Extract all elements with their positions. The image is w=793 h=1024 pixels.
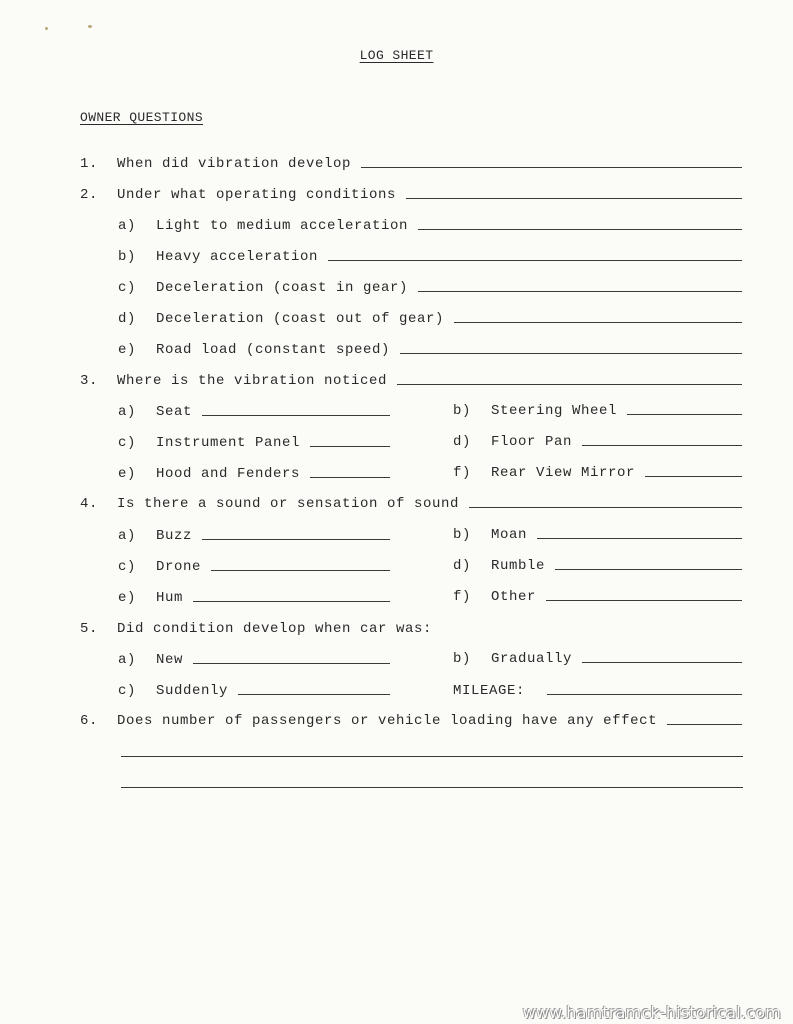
answer-line[interactable] [406,198,742,199]
option-letter: f) [453,589,472,605]
option-text: Drone [156,559,202,575]
answer-line[interactable] [202,539,390,540]
answer-line[interactable] [400,353,742,354]
question-4-row [80,492,742,512]
answer-line[interactable] [667,724,742,725]
answer-line[interactable] [582,445,742,446]
answer-line[interactable] [537,538,742,539]
question-5a-row [118,648,390,668]
option-letter: f) [453,465,472,481]
answer-line[interactable] [454,322,742,323]
answer-line[interactable] [310,477,390,478]
option-text: Steering Wheel [491,403,618,419]
question-2e-row [118,338,742,358]
question-3e-row [118,462,390,482]
answer-line[interactable] [582,662,742,663]
question-3c-row [118,431,390,451]
question-number: 3. [80,373,99,389]
option-letter: b) [453,403,472,419]
option-letter: e) [118,590,137,606]
option-letter: a) [118,528,137,544]
section-heading: OWNER QUESTIONS [80,110,204,125]
answer-line[interactable] [397,384,742,385]
option-letter: a) [118,404,137,420]
answer-line[interactable] [418,229,742,230]
answer-line[interactable] [469,507,742,508]
option-letter: e) [118,466,137,482]
option-letter: c) [118,559,137,575]
question-4e-row [118,586,390,606]
option-letter: d) [118,311,137,327]
question-text: Does number of passengers or vehicle loading have any effect [117,713,658,729]
option-letter: b) [453,527,472,543]
option-letter: e) [118,342,137,358]
question-number: 6. [80,713,99,729]
question-number: 1. [80,156,99,172]
question-2b-row [118,245,742,265]
option-text: Floor Pan [491,434,573,450]
question-5c-row [118,679,390,699]
question-3f-row [453,461,742,481]
extra-answer-line[interactable] [121,756,743,757]
question-5b-row [453,647,742,667]
option-text: Light to medium acceleration [156,218,409,234]
question-number: 5. [80,621,99,637]
mileage-label: MILEAGE: [453,683,526,699]
option-text: Instrument Panel [156,435,301,451]
question-2-row [80,183,742,203]
option-text: Heavy acceleration [156,249,319,265]
question-3d-row [453,430,742,450]
option-letter: b) [118,249,137,265]
question-2a-row [118,214,742,234]
answer-line[interactable] [202,415,390,416]
answer-line[interactable] [418,291,742,292]
paper-speck [45,27,48,30]
option-text: Deceleration (coast in gear) [156,280,409,296]
question-3a-row [118,400,390,420]
question-4d-row [453,554,742,574]
question-6-row [80,709,742,729]
extra-answer-line[interactable] [121,787,743,788]
option-text: Suddenly [156,683,229,699]
question-text: Under what operating conditions [117,187,397,203]
question-text: Did condition develop when car was: [117,621,433,637]
option-text: Deceleration (coast out of gear) [156,311,445,327]
answer-line[interactable] [211,570,390,571]
option-text: Other [491,589,537,605]
question-3b-row [453,399,742,419]
question-text: When did vibration develop [117,156,352,172]
answer-line[interactable] [546,600,742,601]
question-4c-row [118,555,390,575]
option-letter: d) [453,434,472,450]
option-letter: c) [118,280,137,296]
question-number: 2. [80,187,99,203]
option-letter: d) [453,558,472,574]
question-3-row [80,369,742,389]
option-letter: a) [118,218,137,234]
option-text: Seat [156,404,193,420]
answer-line[interactable] [193,601,390,602]
mileage-line[interactable] [547,694,742,695]
option-text: New [156,652,184,668]
mileage-row [453,679,742,699]
question-text: Where is the vibration noticed [117,373,388,389]
option-text: Gradually [491,651,573,667]
option-text: Rear View Mirror [491,465,636,481]
option-text: Hum [156,590,184,606]
option-text: Moan [491,527,528,543]
option-text: Road load (constant speed) [156,342,391,358]
option-letter: b) [453,651,472,667]
option-letter: c) [118,683,137,699]
option-text: Hood and Fenders [156,466,301,482]
question-5-row [80,617,742,637]
answer-line[interactable] [645,476,742,477]
answer-line[interactable] [193,663,390,664]
option-letter: c) [118,435,137,451]
question-text: Is there a sound or sensation of sound [117,496,460,512]
question-number: 4. [80,496,99,512]
site-watermark: www.hamtramck-historical.com [522,1003,781,1022]
question-4b-row [453,523,742,543]
option-text: Buzz [156,528,193,544]
question-4f-row [453,585,742,605]
question-1-row [80,152,742,172]
page-title: LOG SHEET [359,48,434,63]
paper-speck [88,25,92,28]
question-2c-row [118,276,742,296]
question-2d-row [118,307,742,327]
answer-line[interactable] [310,446,390,447]
answer-line[interactable] [627,414,742,415]
answer-line[interactable] [238,694,390,695]
answer-line[interactable] [328,260,742,261]
question-4a-row [118,524,390,544]
answer-line[interactable] [555,569,742,570]
answer-line[interactable] [361,167,742,168]
option-text: Rumble [491,558,546,574]
option-letter: a) [118,652,137,668]
